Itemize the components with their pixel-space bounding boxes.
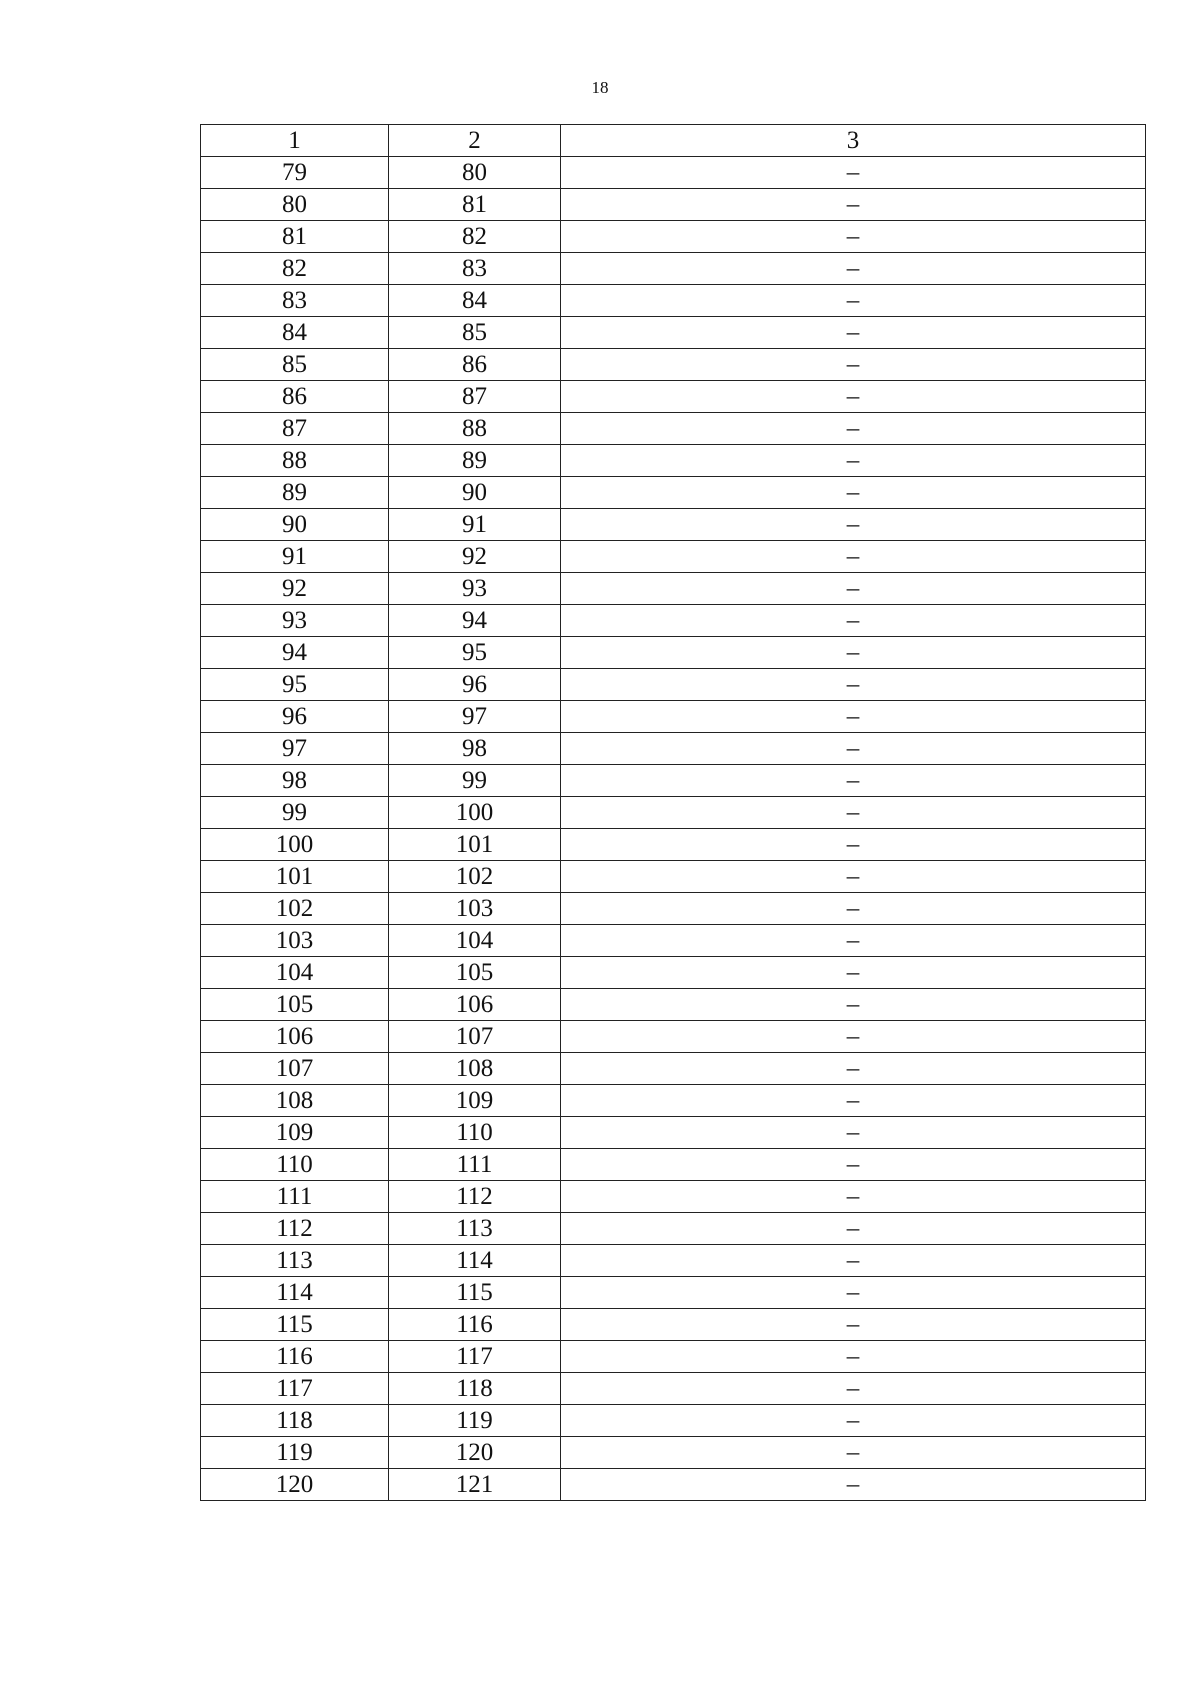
table-row [201, 1437, 1146, 1469]
table-cell-col-3: – [561, 797, 1146, 829]
table-cell-col-3: – [561, 925, 1146, 957]
table-cell-col-1: 101 [201, 861, 389, 893]
table-cell-col-1: 99 [201, 797, 389, 829]
table-cell-col-3: – [561, 1213, 1146, 1245]
table-cell-col-2: 87 [389, 381, 561, 413]
table-cell-col-1: 97 [201, 733, 389, 765]
table-row [201, 989, 1146, 1021]
table-cell-col-1: 112 [201, 1213, 389, 1245]
table-cell-col-1: 98 [201, 765, 389, 797]
table-cell-col-2: 119 [389, 1405, 561, 1437]
table-cell-col-2: 81 [389, 189, 561, 221]
table-cell-col-2: 94 [389, 605, 561, 637]
table-cell-col-2: 117 [389, 1341, 561, 1373]
table-cell-col-1: 113 [201, 1245, 389, 1277]
table-row [201, 1373, 1146, 1405]
table-cell-col-1: 95 [201, 669, 389, 701]
table-row [201, 317, 1146, 349]
table-cell-col-2: 109 [389, 1085, 561, 1117]
table-cell-col-3: – [561, 157, 1146, 189]
table-cell-col-1: 104 [201, 957, 389, 989]
table-cell-col-3: – [561, 541, 1146, 573]
table-cell-col-1: 105 [201, 989, 389, 1021]
table-row [201, 1469, 1146, 1501]
table-cell-col-2: 88 [389, 413, 561, 445]
table-row [201, 541, 1146, 573]
table-row [201, 765, 1146, 797]
table-row [201, 1341, 1146, 1373]
table-cell-col-3: – [561, 445, 1146, 477]
table-cell-col-2: 118 [389, 1373, 561, 1405]
table-cell-col-1: 114 [201, 1277, 389, 1309]
table-cell-col-3: – [561, 765, 1146, 797]
table-row [201, 1405, 1146, 1437]
table-row [201, 285, 1146, 317]
table-cell-col-2: 102 [389, 861, 561, 893]
table-cell-col-3: – [561, 477, 1146, 509]
table-row [201, 669, 1146, 701]
table-cell-col-1: 96 [201, 701, 389, 733]
table-cell-col-3: – [561, 957, 1146, 989]
table-cell-col-2: 116 [389, 1309, 561, 1341]
table-cell-col-1: 82 [201, 253, 389, 285]
table-cell-col-3: – [561, 1117, 1146, 1149]
table-row [201, 573, 1146, 605]
table-cell-col-2: 90 [389, 477, 561, 509]
table-row [201, 925, 1146, 957]
table-cell-col-3: – [561, 381, 1146, 413]
table-row [201, 893, 1146, 925]
table-cell-col-1: 87 [201, 413, 389, 445]
column-header-2: 2 [389, 125, 561, 157]
table-cell-col-3: – [561, 1085, 1146, 1117]
table-cell-col-1: 117 [201, 1373, 389, 1405]
table-cell-col-1: 92 [201, 573, 389, 605]
table-cell-col-2: 100 [389, 797, 561, 829]
table-cell-col-3: – [561, 413, 1146, 445]
table-cell-col-3: – [561, 1341, 1146, 1373]
table-cell-col-1: 89 [201, 477, 389, 509]
table-cell-col-3: – [561, 253, 1146, 285]
table-row [201, 445, 1146, 477]
table-row [201, 1149, 1146, 1181]
table-cell-col-1: 109 [201, 1117, 389, 1149]
table-cell-col-3: – [561, 573, 1146, 605]
table-cell-col-1: 94 [201, 637, 389, 669]
table-cell-col-1: 83 [201, 285, 389, 317]
table-cell-col-1: 91 [201, 541, 389, 573]
table-row [201, 797, 1146, 829]
table-row [201, 1181, 1146, 1213]
table-cell-col-3: – [561, 829, 1146, 861]
table-cell-col-2: 99 [389, 765, 561, 797]
table-cell-col-2: 113 [389, 1213, 561, 1245]
table-cell-col-3: – [561, 637, 1146, 669]
table-cell-col-2: 95 [389, 637, 561, 669]
table-row [201, 349, 1146, 381]
table-cell-col-3: – [561, 701, 1146, 733]
table-cell-col-3: – [561, 1309, 1146, 1341]
column-header-3: 3 [561, 125, 1146, 157]
table-cell-col-2: 106 [389, 989, 561, 1021]
table-cell-col-3: – [561, 1277, 1146, 1309]
table-cell-col-2: 85 [389, 317, 561, 349]
table-row [201, 221, 1146, 253]
table-cell-col-1: 119 [201, 1437, 389, 1469]
table-row [201, 829, 1146, 861]
table-cell-col-2: 84 [389, 285, 561, 317]
table-cell-col-2: 97 [389, 701, 561, 733]
table-cell-col-2: 98 [389, 733, 561, 765]
table-cell-col-2: 110 [389, 1117, 561, 1149]
table-cell-col-1: 110 [201, 1149, 389, 1181]
table-row [201, 509, 1146, 541]
table-cell-col-3: – [561, 349, 1146, 381]
table-cell-col-3: – [561, 189, 1146, 221]
table-cell-col-1: 108 [201, 1085, 389, 1117]
table-cell-col-1: 90 [201, 509, 389, 541]
table-cell-col-2: 105 [389, 957, 561, 989]
table-header-row [201, 125, 1146, 157]
table-cell-col-2: 103 [389, 893, 561, 925]
table-cell-col-3: – [561, 1181, 1146, 1213]
table-cell-col-3: – [561, 733, 1146, 765]
table-cell-col-3: – [561, 893, 1146, 925]
table-row [201, 1213, 1146, 1245]
table-cell-col-1: 81 [201, 221, 389, 253]
table-cell-col-2: 82 [389, 221, 561, 253]
table-cell-col-1: 115 [201, 1309, 389, 1341]
table-cell-col-2: 112 [389, 1181, 561, 1213]
data-table [200, 124, 1146, 1501]
table-cell-col-1: 79 [201, 157, 389, 189]
table-cell-col-3: – [561, 221, 1146, 253]
table-cell-col-2: 121 [389, 1469, 561, 1501]
table-cell-col-2: 96 [389, 669, 561, 701]
table-cell-col-2: 89 [389, 445, 561, 477]
table-body [201, 157, 1146, 1501]
table-cell-col-1: 118 [201, 1405, 389, 1437]
table-cell-col-2: 101 [389, 829, 561, 861]
table-row [201, 1245, 1146, 1277]
table-cell-col-1: 106 [201, 1021, 389, 1053]
table-cell-col-1: 103 [201, 925, 389, 957]
table-row [201, 1021, 1146, 1053]
table-cell-col-1: 93 [201, 605, 389, 637]
table-cell-col-3: – [561, 669, 1146, 701]
table-cell-col-2: 108 [389, 1053, 561, 1085]
table-row [201, 1277, 1146, 1309]
table-cell-col-3: – [561, 1405, 1146, 1437]
table-cell-col-2: 120 [389, 1437, 561, 1469]
table-cell-col-1: 107 [201, 1053, 389, 1085]
table-cell-col-3: – [561, 285, 1146, 317]
table-row [201, 637, 1146, 669]
table-row [201, 861, 1146, 893]
table-cell-col-2: 80 [389, 157, 561, 189]
table-row [201, 1053, 1146, 1085]
table-row [201, 701, 1146, 733]
table-cell-col-3: – [561, 1245, 1146, 1277]
table-cell-col-2: 111 [389, 1149, 561, 1181]
table-row [201, 253, 1146, 285]
table-cell-col-2: 91 [389, 509, 561, 541]
table-cell-col-1: 102 [201, 893, 389, 925]
table-row [201, 1085, 1146, 1117]
table-row [201, 605, 1146, 637]
table-cell-col-3: – [561, 861, 1146, 893]
table-cell-col-1: 80 [201, 189, 389, 221]
table-row [201, 189, 1146, 221]
table-cell-col-2: 115 [389, 1277, 561, 1309]
table-cell-col-2: 104 [389, 925, 561, 957]
table-cell-col-2: 107 [389, 1021, 561, 1053]
table-row [201, 1309, 1146, 1341]
table-cell-col-3: – [561, 1373, 1146, 1405]
table-cell-col-3: – [561, 1053, 1146, 1085]
table-cell-col-1: 88 [201, 445, 389, 477]
table-cell-col-3: – [561, 317, 1146, 349]
table-cell-col-2: 93 [389, 573, 561, 605]
table-cell-col-1: 84 [201, 317, 389, 349]
table-cell-col-1: 111 [201, 1181, 389, 1213]
table-cell-col-1: 100 [201, 829, 389, 861]
table-cell-col-3: – [561, 1469, 1146, 1501]
table-cell-col-3: – [561, 1437, 1146, 1469]
table-row [201, 957, 1146, 989]
column-header-1: 1 [201, 125, 389, 157]
table-row [201, 157, 1146, 189]
table-cell-col-1: 85 [201, 349, 389, 381]
table-cell-col-2: 92 [389, 541, 561, 573]
table-row [201, 477, 1146, 509]
table-cell-col-2: 83 [389, 253, 561, 285]
table-row [201, 413, 1146, 445]
table-cell-col-1: 116 [201, 1341, 389, 1373]
table-cell-col-1: 86 [201, 381, 389, 413]
table-row [201, 381, 1146, 413]
table-cell-col-3: – [561, 509, 1146, 541]
table-cell-col-1: 120 [201, 1469, 389, 1501]
page-number: 18 [591, 78, 609, 97]
table-row [201, 733, 1146, 765]
table-cell-col-3: – [561, 605, 1146, 637]
table-cell-col-3: – [561, 989, 1146, 1021]
table-cell-col-2: 114 [389, 1245, 561, 1277]
table-row [201, 1117, 1146, 1149]
table-cell-col-3: – [561, 1021, 1146, 1053]
table-cell-col-3: – [561, 1149, 1146, 1181]
table-cell-col-2: 86 [389, 349, 561, 381]
